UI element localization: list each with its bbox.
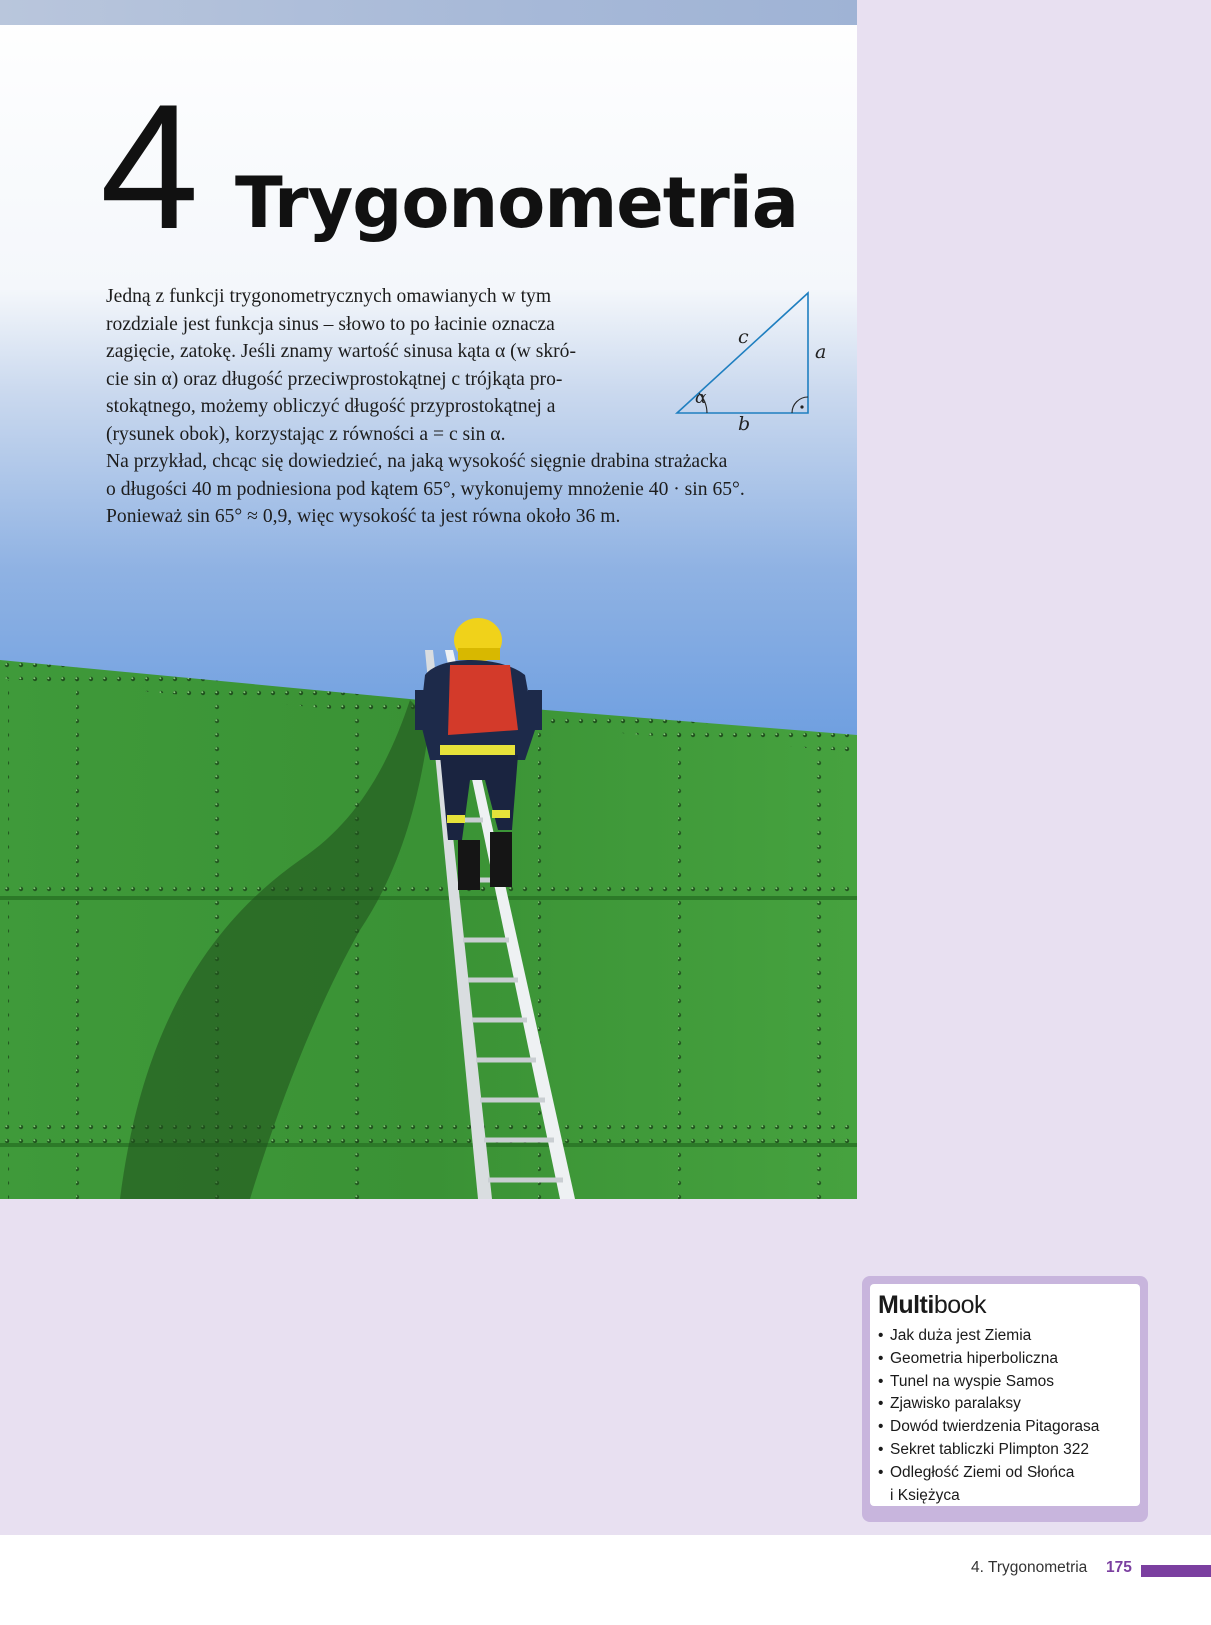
label-alpha: α [695, 388, 707, 408]
multibook-item[interactable]: • Dowód twierdzenia Pitagorasa [878, 1416, 1140, 1439]
multibook-title-regular: book [933, 1291, 987, 1319]
chapter-title: Trygonometria [235, 162, 798, 244]
multibook-item-line: • Odległość Ziemi od Słońca [890, 1463, 1075, 1481]
intro-line: Jedną z funkcji trygonometrycznych omawianych w tym [106, 286, 552, 307]
right-triangle-figure [670, 285, 840, 435]
multibook-item[interactable]: • Sekret tabliczki Plimpton 322 [878, 1439, 1140, 1462]
multibook-item[interactable]: • Zjawisko paralaksy [878, 1393, 1140, 1416]
example-line: o długości 40 m podniesiona pod kątem 65°, wykonujemy mnożenie 40 · sin 65°. [106, 478, 745, 500]
multibook-item[interactable]: • Jak duża jest Ziemia [878, 1325, 1140, 1348]
intro-line: stokątnego, możemy obliczyć długość przyprostokątnej a [106, 396, 556, 417]
multibook-item[interactable]: • Geometria hiperboliczna [878, 1348, 1140, 1371]
example-line: Na przykład, chcąc się dowiedzieć, na jaką wysokość sięgnie drabina strażacka [106, 451, 728, 472]
bottom-band [0, 1199, 857, 1535]
example-line: Ponieważ sin 65° ≈ 0,9, więc wysokość ta jest równa około 36 m. [106, 506, 621, 527]
multibook-title-bold: Multi [878, 1291, 934, 1319]
multibook-item[interactable] [878, 1462, 1140, 1508]
multibook-item-line: i Księżyca [890, 1486, 960, 1504]
intro-paragraph [106, 283, 651, 448]
example-paragraph [106, 448, 826, 531]
multibook-inner [870, 1284, 1140, 1506]
top-strip [0, 0, 857, 25]
intro-line: cie sin α) oraz długość przeciwprostokątnej c trójkąta pro- [106, 368, 563, 390]
multibook-item[interactable]: • Tunel na wyspie Samos [878, 1371, 1140, 1394]
right-angle-arc [792, 397, 808, 413]
page-number: 175 [1106, 1559, 1132, 1576]
chapter-number: 4 [100, 67, 199, 266]
multibook-list [878, 1325, 1140, 1507]
right-angle-dot [800, 405, 803, 408]
label-a: a [815, 341, 827, 363]
multibook-box [862, 1276, 1148, 1522]
footer-accent-bar [1141, 1565, 1211, 1577]
footer-chapter-label: 4. Trygonometria [971, 1559, 1088, 1576]
label-c: c [738, 326, 749, 348]
intro-line: rozdziale jest funkcja sinus – słowo to po łacinie oznacza [106, 313, 555, 335]
label-b: b [738, 413, 751, 435]
intro-line: (rysunek obok), korzystając z równości a = c sin α. [106, 423, 506, 445]
intro-line: zagięcie, zatokę. Jeśli znamy wartość sinusa kąta α (w skró- [106, 341, 577, 362]
multibook-title [878, 1291, 1140, 1320]
